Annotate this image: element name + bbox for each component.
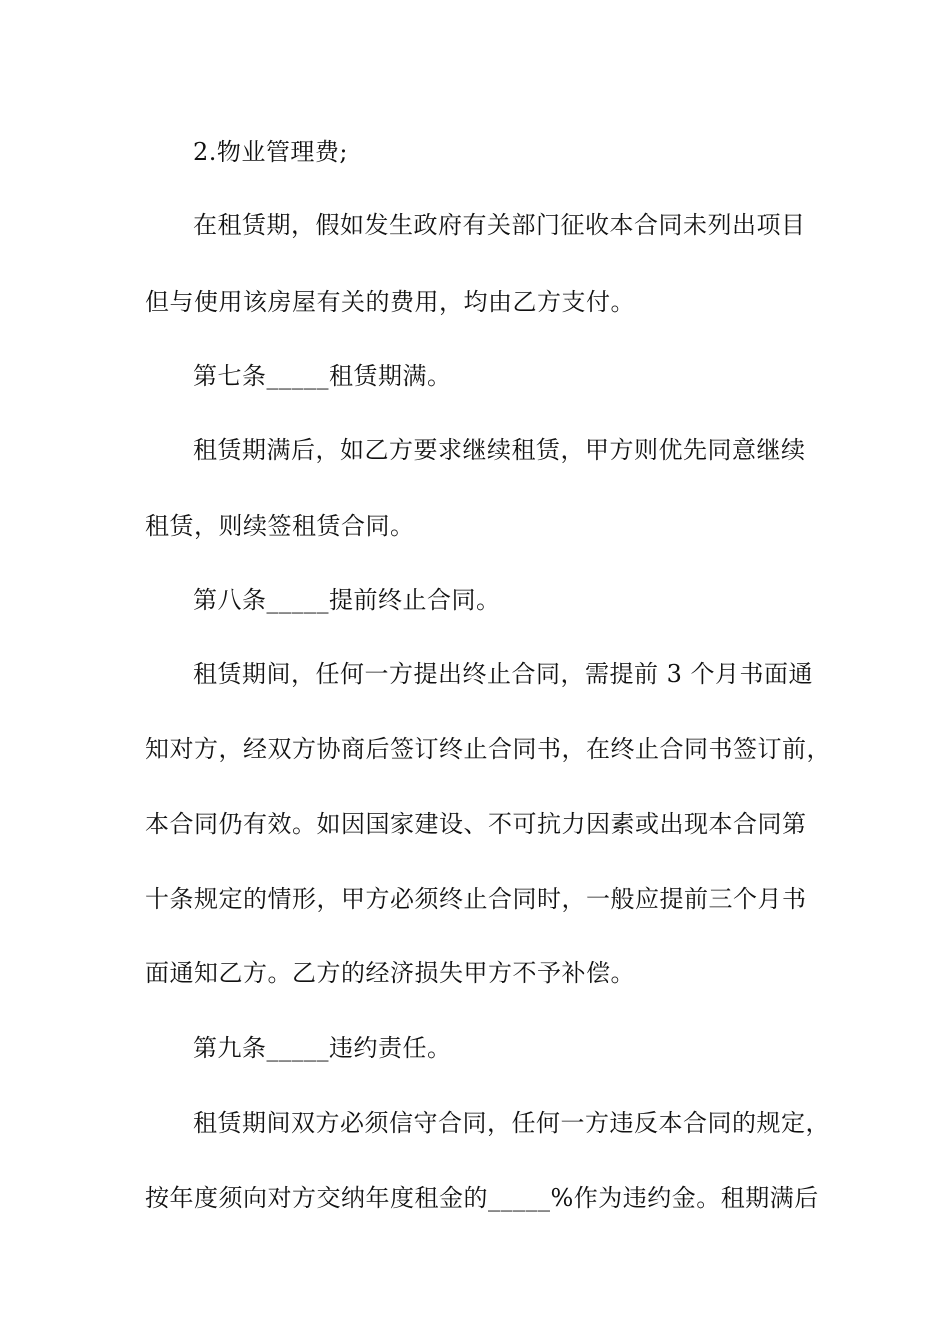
paragraph-line: 租赁期满后，如乙方要求继续租赁，甲方则优先同意继续 — [193, 436, 806, 464]
paragraph-line: 租赁期间，任何一方提出终止合同，需提前 3 个月书面通 — [193, 660, 814, 688]
article-7-heading: 第七条_____租赁期满。 — [193, 362, 452, 390]
article-9-heading: 第九条_____违约责任。 — [193, 1034, 452, 1062]
paragraph-line: 按年度须向对方交纳年度租金的_____%作为违约金。租期满后 — [145, 1184, 819, 1212]
article-8-heading: 第八条_____提前终止合同。 — [193, 586, 501, 614]
paragraph-line: 在租赁期，假如发生政府有关部门征收本合同未列出项目 — [193, 211, 806, 239]
paragraph-line: 租赁，则续签租赁合同。 — [145, 512, 415, 540]
paragraph-line: 但与使用该房屋有关的费用，均由乙方支付。 — [145, 288, 635, 316]
paragraph-line: 本合同仍有效。如因国家建设、不可抗力因素或出现本合同第 — [145, 810, 807, 838]
paragraph-line: 知对方，经双方协商后签订终止合同书，在终止合同书签订前， — [145, 735, 831, 763]
paragraph-line: 面通知乙方。乙方的经济损失甲方不予补偿。 — [145, 959, 635, 987]
item-2-property-fee: 2.物业管理费; — [193, 138, 348, 166]
paragraph-line: 十条规定的情形，甲方必须终止合同时，一般应提前三个月书 — [145, 885, 807, 913]
paragraph-line: 租赁期间双方必须信守合同，任何一方违反本合同的规定， — [193, 1109, 830, 1137]
